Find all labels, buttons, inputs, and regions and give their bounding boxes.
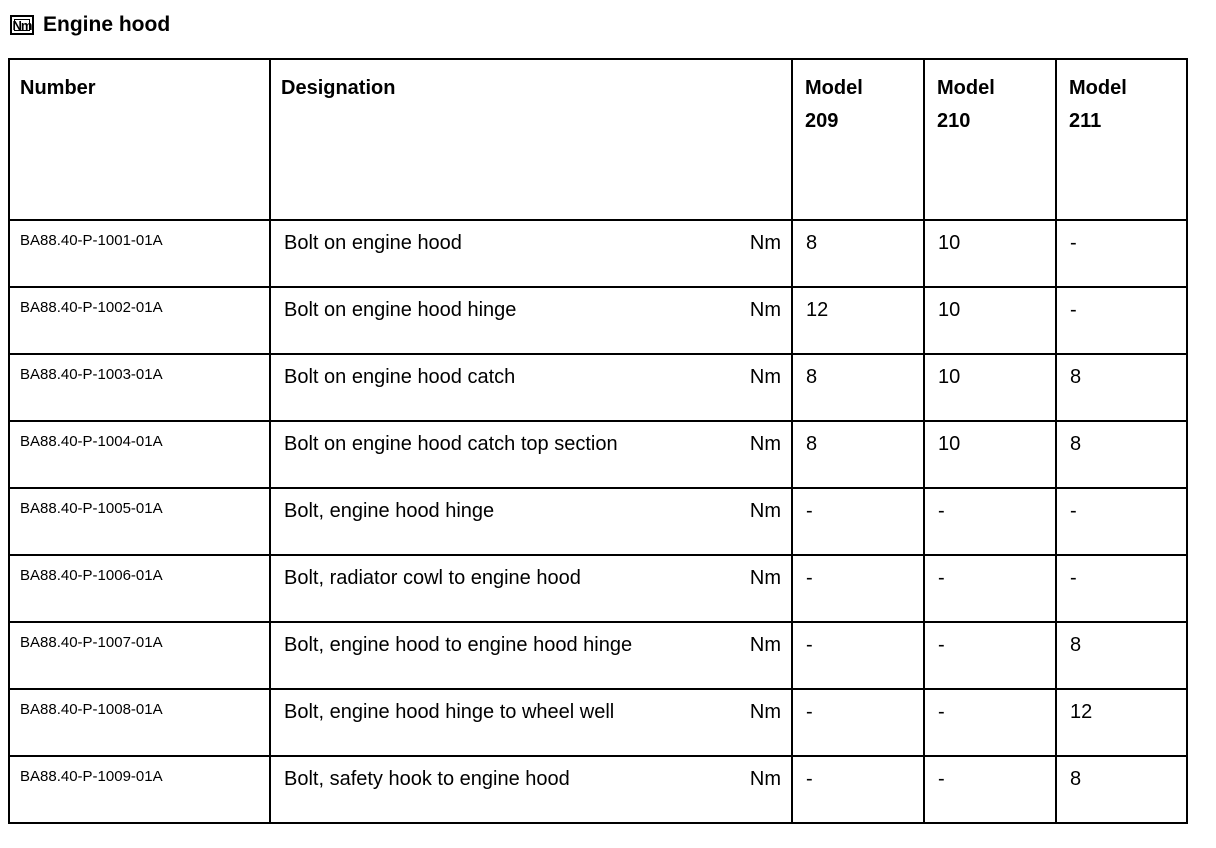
cell-number: BA88.40-P-1007-01A [9,622,270,689]
page-header [10,13,170,37]
designation-text: Bolt, radiator cowl to engine hood [284,567,581,589]
cell-model-211: 8 [1056,756,1187,823]
cell-model-210: 10 [924,421,1056,488]
cell-model-209: - [792,555,924,622]
cell-model-210: 10 [924,354,1056,421]
model-number: 211 [1069,110,1102,132]
cell-number: BA88.40-P-1006-01A [9,555,270,622]
cell-model-211: 8 [1056,622,1187,689]
cell-model-210: - [924,488,1056,555]
cell-model-209: 12 [792,287,924,354]
cell-designation [270,287,792,354]
cell-model-210: - [924,555,1056,622]
cell-designation [270,555,792,622]
cell-model-211: 12 [1056,689,1187,756]
model-label: Model [805,77,863,99]
table-row [9,689,1187,756]
unit-label: Nm [749,634,781,656]
designation-text: Bolt, safety hook to engine hood [284,768,570,790]
cell-number: BA88.40-P-1003-01A [9,354,270,421]
column-header-model-211 [1056,59,1187,220]
column-header-number: Number [9,59,270,220]
table-row [9,555,1187,622]
unit-label: Nm [749,701,781,723]
cell-model-209: - [792,756,924,823]
column-header-model-210 [924,59,1056,220]
cell-model-211: - [1056,555,1187,622]
unit-label: Nm [749,366,781,388]
cell-number: BA88.40-P-1009-01A [9,756,270,823]
cell-model-209: - [792,689,924,756]
designation-text: Bolt on engine hood hinge [284,299,517,321]
cell-model-211: 8 [1056,354,1187,421]
unit-label: Nm [749,768,781,790]
torque-nm-icon: Nm [10,15,34,35]
cell-model-210: 10 [924,287,1056,354]
cell-model-209: 8 [792,421,924,488]
table-row [9,756,1187,823]
designation-text: Bolt on engine hood [284,232,462,254]
table-header-row [9,59,1187,220]
cell-number: BA88.40-P-1002-01A [9,287,270,354]
page-title: Engine hood [43,13,171,36]
cell-designation [270,622,792,689]
cell-number: BA88.40-P-1001-01A [9,220,270,287]
table-row [9,354,1187,421]
designation-text: Bolt, engine hood to engine hood hinge [284,634,633,656]
table-row [9,488,1187,555]
unit-label: Nm [749,433,781,455]
cell-model-210: - [924,622,1056,689]
unit-label: Nm [749,567,781,589]
model-number: 209 [805,110,839,132]
table-row [9,622,1187,689]
cell-number: BA88.40-P-1008-01A [9,689,270,756]
model-number: 210 [937,110,971,132]
table-row [9,421,1187,488]
cell-designation [270,756,792,823]
cell-designation [270,354,792,421]
model-label: Model [1069,77,1127,99]
cell-model-210: - [924,756,1056,823]
cell-model-209: 8 [792,354,924,421]
cell-designation [270,421,792,488]
cell-designation [270,488,792,555]
cell-designation [270,689,792,756]
cell-model-209: - [792,622,924,689]
unit-label: Nm [749,232,781,254]
unit-label: Nm [749,500,781,522]
table-row [9,287,1187,354]
cell-model-211: 8 [1056,421,1187,488]
designation-text: Bolt, engine hood hinge [284,500,495,522]
cell-model-211: - [1056,287,1187,354]
cell-model-211: - [1056,488,1187,555]
cell-model-210: - [924,689,1056,756]
column-header-model-209 [792,59,924,220]
column-header-designation: Designation [270,59,792,220]
cell-model-211: - [1056,220,1187,287]
cell-designation [270,220,792,287]
unit-label: Nm [749,299,781,321]
model-label: Model [937,77,995,99]
table-row [9,220,1187,287]
cell-number: BA88.40-P-1005-01A [9,488,270,555]
cell-number: BA88.40-P-1004-01A [9,421,270,488]
designation-text: Bolt, engine hood hinge to wheel well [284,701,615,723]
designation-text: Bolt on engine hood catch [284,366,516,388]
cell-model-209: 8 [792,220,924,287]
cell-model-209: - [792,488,924,555]
designation-text: Bolt on engine hood catch top section [284,433,618,455]
cell-model-210: 10 [924,220,1056,287]
torque-table [8,58,1188,824]
